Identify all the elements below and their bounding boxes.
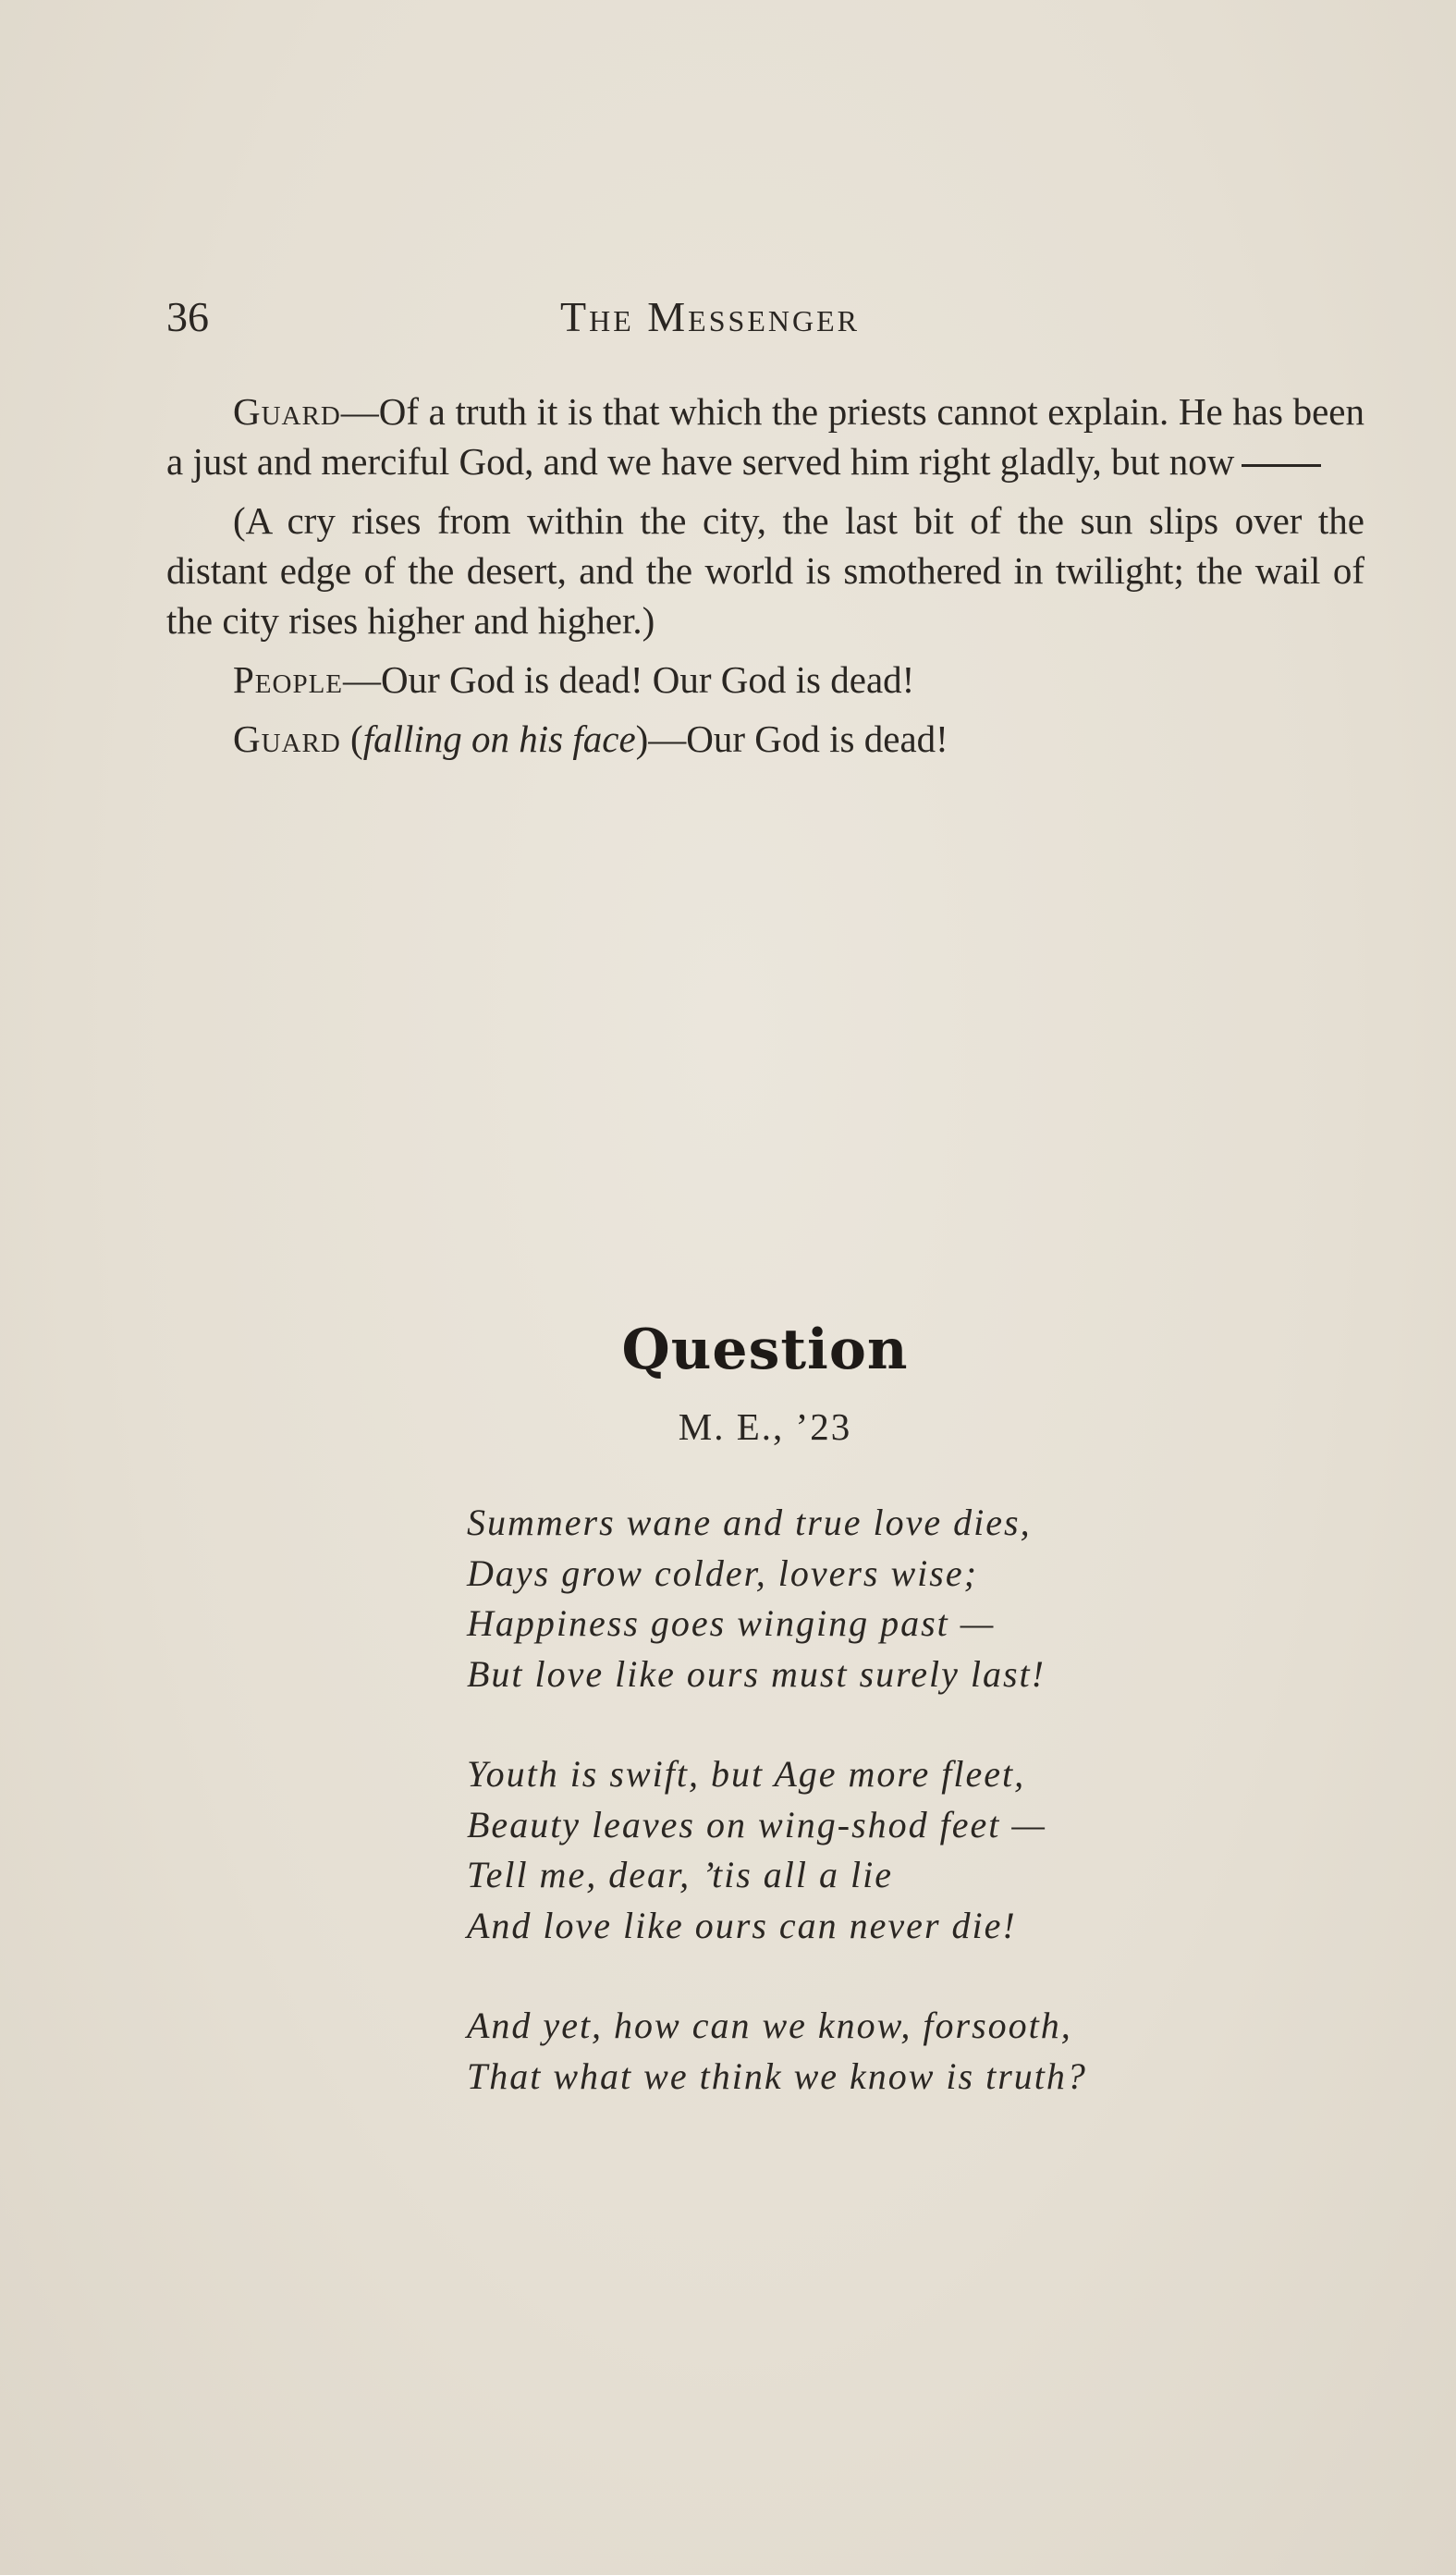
stanza	[467, 1498, 1206, 1699]
poem-author: M. E., ’23	[678, 1405, 852, 1448]
poem-line: But love like ours must surely last!	[467, 1652, 1046, 1695]
page-number: 36	[166, 293, 209, 340]
paren-open: (	[340, 717, 363, 760]
poem-body	[467, 1498, 1206, 2102]
poem-line: Youth is swift, but Age more fleet,	[467, 1753, 1026, 1795]
poem-line: Beauty leaves on wing-shod feet —	[467, 1803, 1046, 1845]
speech-text: —Our God is dead! Our God is dead!	[343, 658, 915, 701]
speaker-name: Guard	[233, 390, 341, 433]
inline-stage-direction: falling on his face	[362, 717, 636, 760]
stanza	[467, 1749, 1206, 1951]
poem-line: And yet, how can we know, forsooth,	[467, 2005, 1072, 2046]
people-speech	[166, 655, 1364, 705]
poem-line: And love like ours can never die!	[467, 1904, 1017, 1946]
running-title: The Messenger	[560, 293, 860, 340]
guard-final-speech	[166, 714, 1364, 764]
poem-line: Summers wane and true love dies,	[467, 1502, 1032, 1543]
speaker-name: Guard	[233, 717, 341, 760]
stage-direction-text: (A cry rises from within the city, the last bit of the sun slips over the distant edge of the desert, and the world is smothered in twilight; the wail of the city rises higher and higher.)	[166, 499, 1364, 642]
poem-line: That what we think we know is truth?	[467, 2054, 1087, 2097]
speaker-name: People	[233, 658, 344, 701]
poem-line: Tell me, dear, ’tis all a lie	[467, 1854, 893, 1895]
speech-text: —Of a truth it is that which the priests cannot explain. He has been a just and merciful God, and we have served him right gladly, but now	[166, 390, 1364, 483]
stanza	[467, 2001, 1206, 2102]
poem-line: Happiness goes winging past —	[467, 1602, 996, 1644]
poem-title: Question	[621, 1318, 909, 1382]
poem-line: Days grow colder, lovers wise;	[467, 1551, 978, 1594]
em-dash-rule	[1242, 464, 1321, 467]
play-text	[166, 386, 1364, 773]
speech-text: )—Our God is dead!	[635, 717, 948, 760]
running-head	[166, 285, 1364, 349]
guard-speech	[166, 386, 1364, 486]
stage-direction	[166, 496, 1364, 645]
